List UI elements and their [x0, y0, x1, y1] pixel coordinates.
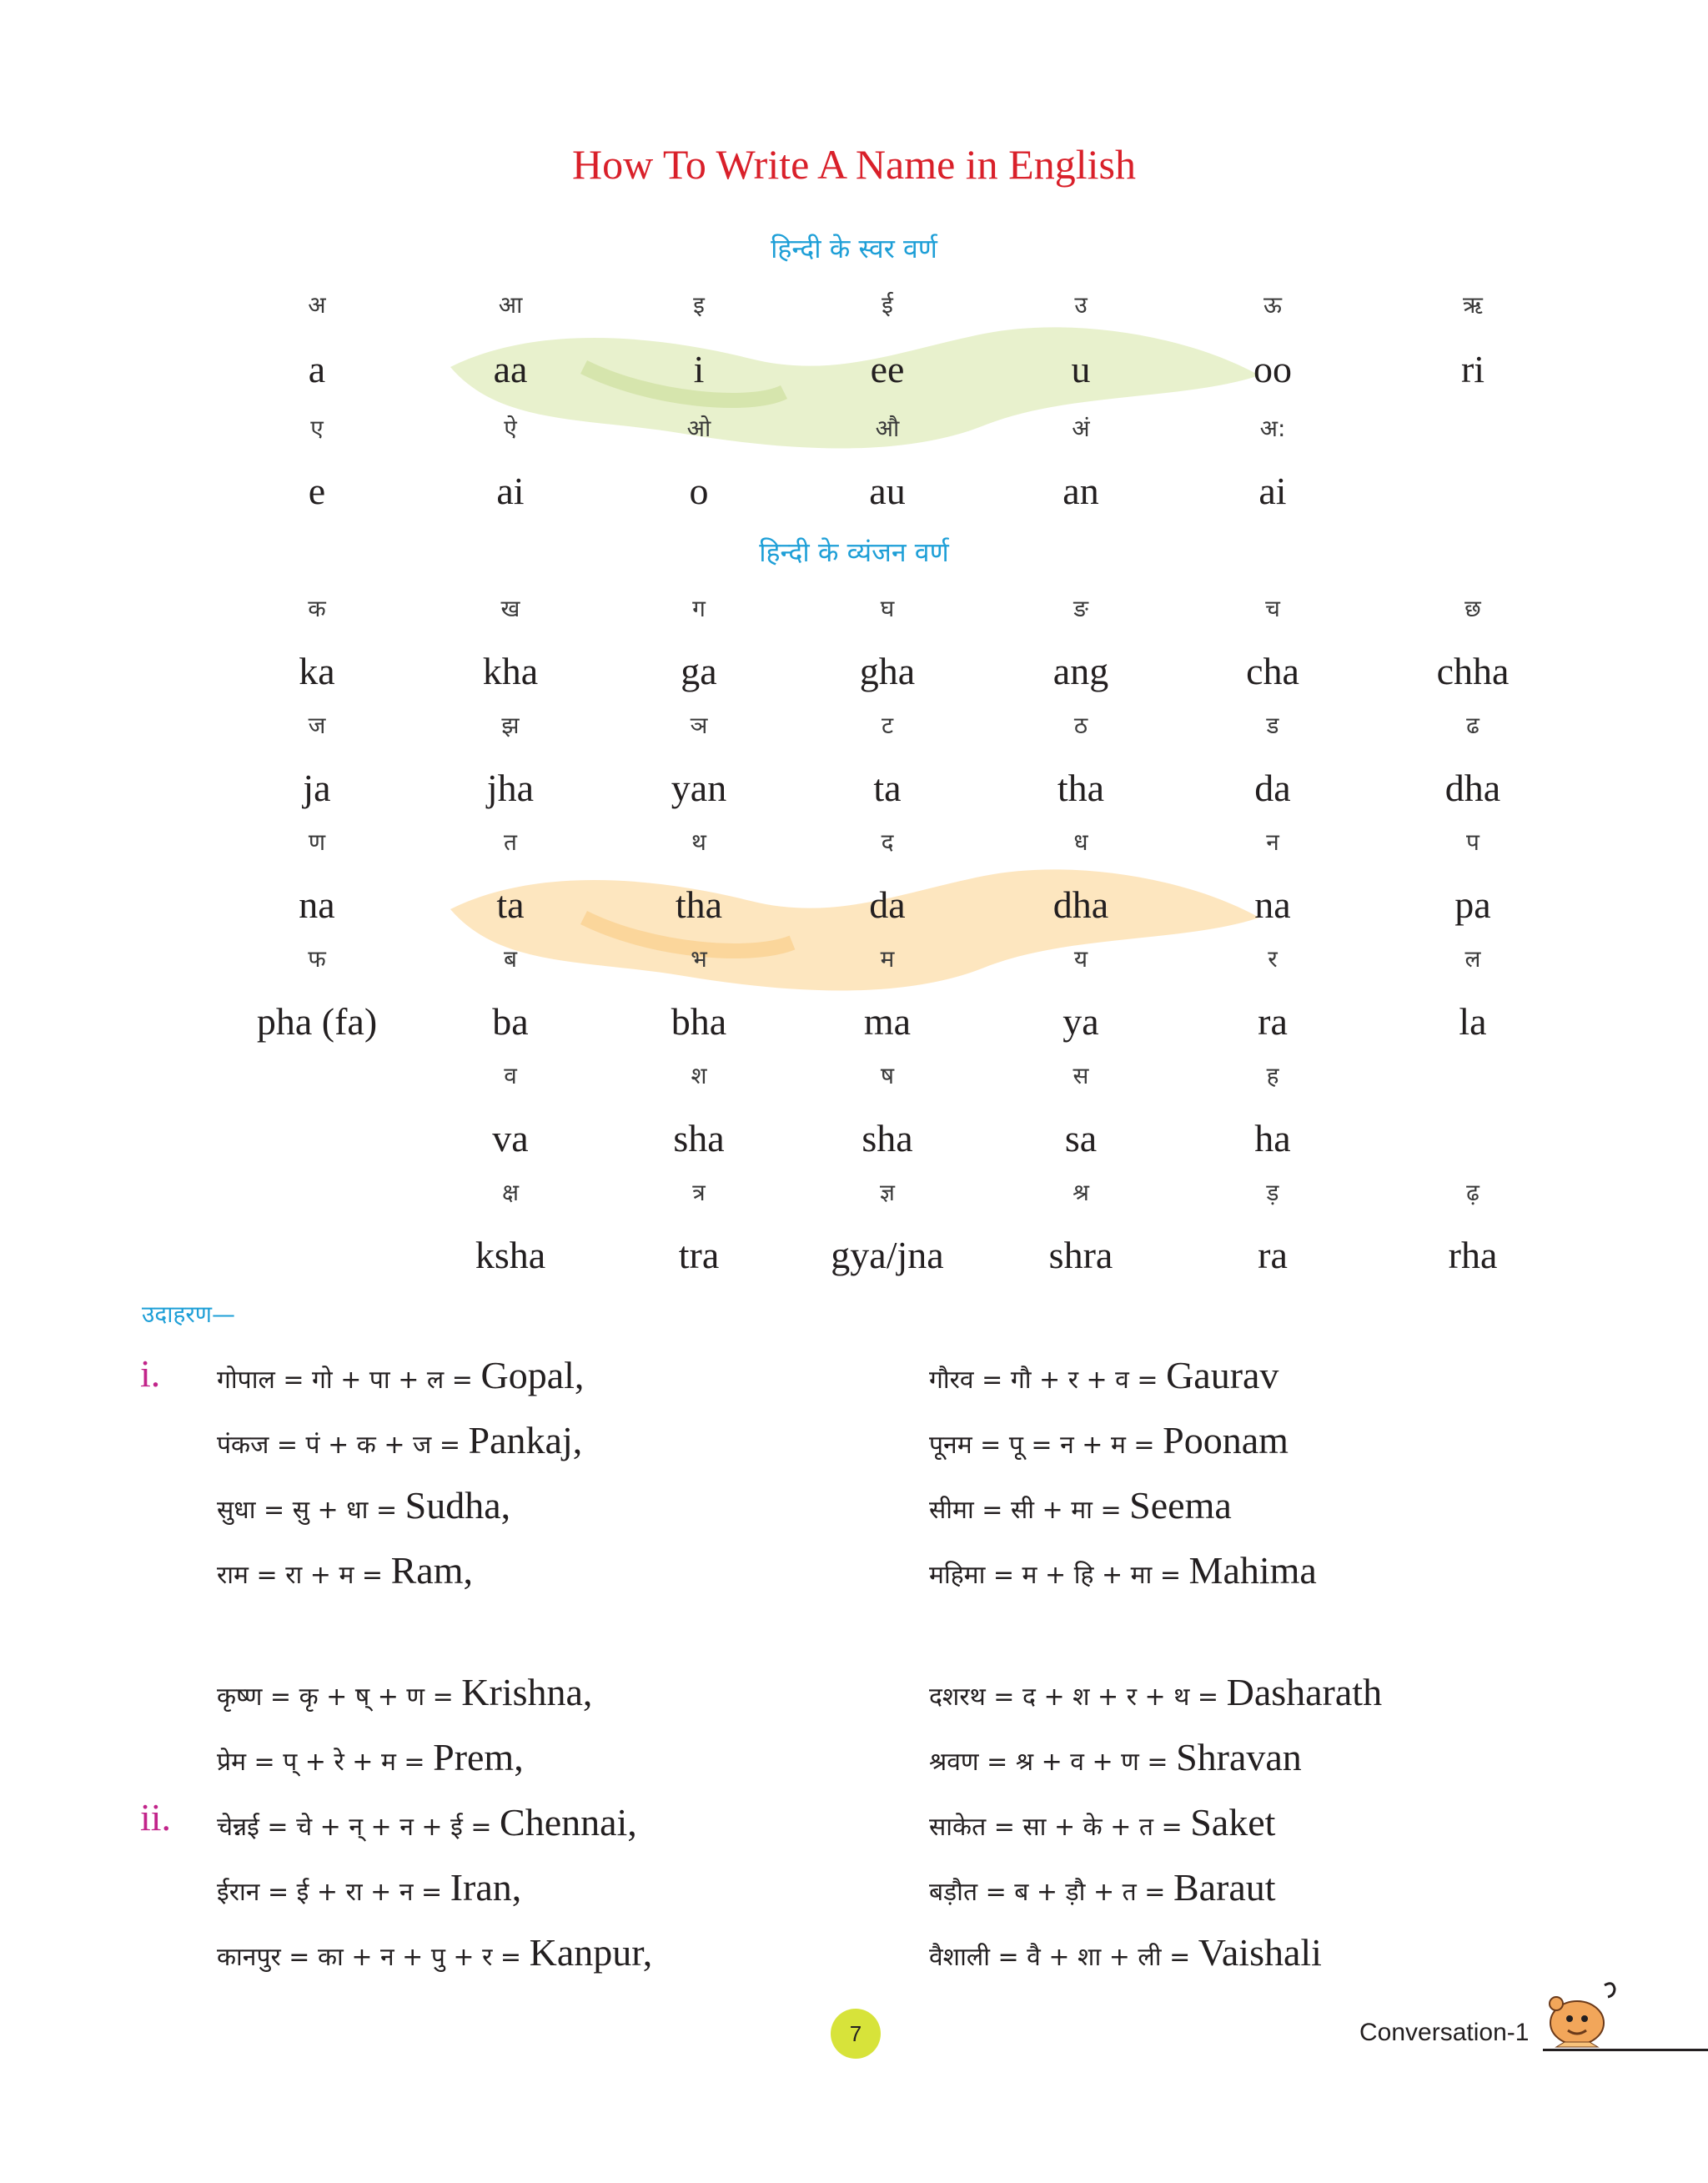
consonant-roman-3: gha	[859, 650, 916, 692]
example-english-name: Shravan	[1176, 1736, 1302, 1778]
consonant-devanagari-33: क्ष	[501, 1179, 520, 1206]
vowel-devanagari-4: उ	[1074, 291, 1088, 319]
consonant-roman-20: pa	[1454, 883, 1491, 926]
consonant-roman-26: ra	[1258, 1000, 1288, 1043]
vowel-devanagari-8: ऐ	[504, 415, 517, 442]
example-right-5	[929, 1735, 1302, 1779]
consonants-heading: हिन्दी के व्यंजन वर्ण	[759, 536, 949, 568]
consonant-roman-9: yan	[671, 767, 727, 809]
consonant-roman-12: da	[1254, 767, 1291, 809]
consonant-roman-29: sha	[673, 1117, 725, 1159]
vowel-devanagari-10: औ	[875, 415, 900, 442]
vowel-roman-10: au	[869, 470, 906, 512]
vowel-devanagari-1: आ	[498, 291, 523, 319]
consonant-roman-7: ja	[303, 767, 331, 809]
example-hindi-breakdown: गोपाल = गो + पा + ल =	[217, 1366, 481, 1395]
consonant-roman-15: ta	[496, 883, 525, 926]
consonant-roman-28: va	[492, 1117, 529, 1159]
example-hindi-breakdown: कानपुर = का + न + पु + र =	[217, 1943, 530, 1972]
example-right-6	[929, 1800, 1275, 1844]
consonant-devanagari-12: ड	[1266, 712, 1279, 739]
example-english-name: Vaishali	[1198, 1931, 1322, 1974]
example-hindi-breakdown: श्रवण = श्र + व + ण =	[929, 1748, 1177, 1777]
example-left-4	[217, 1670, 592, 1714]
page-title: How To Write A Name in English	[572, 141, 1136, 188]
consonant-roman-23: bha	[671, 1000, 727, 1043]
vowel-roman-6: ri	[1460, 348, 1485, 390]
vowel-devanagari-11: अं	[1072, 415, 1090, 442]
example-hindi-breakdown: प्रेम = प् + रे + म =	[217, 1748, 434, 1777]
consonant-roman-31: sa	[1064, 1117, 1098, 1159]
consonant-roman-24: ma	[863, 1000, 912, 1043]
consonant-roman-30: sha	[862, 1117, 913, 1159]
vowel-roman-0: a	[308, 348, 326, 390]
example-hindi-breakdown: पूनम = पू = न + म =	[929, 1431, 1163, 1460]
example-left-8	[217, 1930, 652, 1974]
consonant-devanagari-1: ख	[500, 595, 520, 622]
consonant-devanagari-37: ड़	[1266, 1179, 1279, 1206]
consonant-devanagari-10: ट	[881, 712, 894, 739]
consonant-devanagari-0: क	[308, 595, 326, 622]
footer-text: Conversation-1	[1359, 2019, 1530, 2046]
example-hindi-breakdown: पंकज = पं + क + ज =	[217, 1431, 469, 1460]
vowels-heading: हिन्दी के स्वर वर्ण	[771, 233, 937, 264]
example-hindi-breakdown: वैशाली = वै + शा + ली =	[929, 1943, 1198, 1972]
consonant-devanagari-5: च	[1265, 595, 1280, 622]
consonant-roman-13: dha	[1444, 767, 1501, 809]
consonant-roman-34: tra	[678, 1234, 720, 1276]
consonant-devanagari-7: ज	[308, 712, 326, 739]
consonant-devanagari-32: ह	[1266, 1062, 1279, 1089]
vowel-roman-12: ai	[1258, 470, 1287, 512]
consonant-devanagari-13: ढ	[1466, 712, 1479, 739]
consonant-devanagari-4: ङ	[1073, 595, 1088, 622]
marker-i: i.	[140, 1352, 161, 1395]
consonant-devanagari-3: घ	[880, 595, 895, 622]
example-hindi-breakdown: दशरथ = द + श + र + थ =	[929, 1683, 1227, 1712]
example-english-name: Chennai,	[500, 1801, 637, 1843]
vowel-roman-8: ai	[496, 470, 525, 512]
example-left-2	[217, 1483, 510, 1527]
consonant-devanagari-19: न	[1266, 828, 1279, 856]
example-hindi-breakdown: चेन्नई = चे + न् + न + ई =	[217, 1813, 500, 1842]
example-left-0	[217, 1353, 584, 1397]
example-english-name: Seema	[1129, 1484, 1232, 1527]
consonant-devanagari-6: छ	[1464, 595, 1481, 622]
consonant-roman-1: kha	[482, 650, 539, 692]
consonant-devanagari-18: ध	[1073, 828, 1088, 856]
example-hindi-breakdown: गौरव = गौ + र + व =	[929, 1366, 1167, 1395]
example-right-7	[929, 1865, 1276, 1909]
consonant-roman-17: da	[869, 883, 906, 926]
consonant-roman-32: ha	[1254, 1117, 1291, 1159]
consonant-devanagari-27: ल	[1464, 945, 1481, 973]
marker-ii: ii.	[140, 1796, 172, 1838]
example-right-3	[929, 1548, 1317, 1592]
example-hindi-breakdown: सुधा = सु + धा =	[217, 1496, 405, 1525]
consonant-roman-6: chha	[1436, 650, 1510, 692]
page-number-badge: 7	[831, 2009, 881, 2059]
consonant-devanagari-25: य	[1073, 945, 1088, 973]
example-hindi-breakdown: महिमा = म + हि + मा =	[929, 1561, 1189, 1590]
consonant-devanagari-21: फ	[308, 945, 326, 973]
consonant-roman-19: na	[1254, 883, 1291, 926]
example-english-name: Saket	[1190, 1801, 1276, 1843]
example-english-name: Kanpur,	[529, 1931, 653, 1974]
consonant-devanagari-24: म	[880, 945, 895, 973]
consonant-devanagari-26: र	[1268, 945, 1278, 973]
example-english-name: Baraut	[1173, 1866, 1276, 1909]
example-english-name: Iran,	[450, 1866, 522, 1909]
consonant-roman-5: cha	[1246, 650, 1299, 692]
vowel-roman-3: ee	[870, 348, 905, 390]
vowel-devanagari-9: ओ	[686, 415, 711, 442]
consonant-roman-22: ba	[492, 1000, 529, 1043]
vowel-roman-4: u	[1071, 348, 1091, 390]
vowel-roman-7: e	[308, 470, 326, 512]
consonant-roman-16: tha	[675, 883, 723, 926]
example-english-name: Gopal,	[480, 1354, 585, 1396]
consonant-devanagari-30: ष	[880, 1062, 895, 1089]
vowel-roman-1: aa	[493, 348, 528, 390]
consonant-roman-38: rha	[1448, 1234, 1498, 1276]
example-hindi-breakdown: सीमा = सी + मा =	[929, 1496, 1130, 1525]
example-right-2	[929, 1483, 1232, 1527]
consonant-roman-36: shra	[1048, 1234, 1113, 1276]
consonant-roman-35: gya/jna	[831, 1234, 944, 1276]
consonant-roman-11: tha	[1057, 767, 1105, 809]
consonant-roman-18: dha	[1052, 883, 1109, 926]
example-english-name: Mahima	[1188, 1549, 1317, 1592]
consonant-devanagari-29: श	[691, 1062, 707, 1089]
example-english-name: Poonam	[1163, 1419, 1289, 1461]
example-hindi-breakdown: राम = रा + म =	[217, 1561, 391, 1590]
consonant-devanagari-14: ण	[308, 828, 326, 856]
vowel-devanagari-12: अ:	[1259, 415, 1286, 442]
consonant-roman-0: ka	[299, 650, 335, 692]
cartoon-mascot-icon	[1531, 1977, 1623, 2052]
example-english-name: Dasharath	[1226, 1671, 1383, 1713]
vowel-roman-2: i	[693, 348, 705, 390]
example-english-name: Prem,	[433, 1736, 524, 1778]
consonant-devanagari-16: थ	[691, 828, 706, 856]
vowel-devanagari-6: ऋ	[1463, 291, 1483, 319]
consonant-roman-14: na	[299, 883, 335, 926]
vowel-roman-5: oo	[1253, 348, 1292, 390]
consonant-roman-37: ra	[1258, 1234, 1288, 1276]
consonant-roman-33: ksha	[475, 1234, 546, 1276]
example-english-name: Gaurav	[1166, 1354, 1279, 1396]
example-left-6	[217, 1800, 637, 1844]
example-left-5	[217, 1735, 524, 1779]
vowel-devanagari-0: अ	[308, 291, 326, 319]
consonant-roman-27: la	[1459, 1000, 1487, 1043]
example-english-name: Krishna,	[461, 1671, 593, 1713]
consonant-devanagari-31: स	[1073, 1062, 1089, 1089]
consonant-devanagari-2: ग	[692, 595, 706, 622]
consonant-roman-8: jha	[486, 767, 535, 809]
example-english-name: Pankaj,	[468, 1419, 583, 1461]
example-english-name: Sudha,	[404, 1484, 511, 1527]
consonant-devanagari-35: ज्ञ	[880, 1179, 895, 1206]
example-left-3	[217, 1548, 473, 1592]
consonant-devanagari-20: प	[1466, 828, 1479, 856]
consonant-devanagari-28: व	[504, 1062, 517, 1089]
consonant-devanagari-36: श्र	[1073, 1179, 1089, 1206]
vowel-devanagari-5: ऊ	[1263, 291, 1282, 319]
consonant-devanagari-15: त	[504, 828, 517, 856]
example-hindi-breakdown: ईरान = ई + रा + न =	[217, 1878, 450, 1907]
vowel-devanagari-7: ए	[310, 415, 324, 442]
consonant-roman-4: ang	[1052, 650, 1109, 692]
example-hindi-breakdown: साकेत = सा + के + त =	[929, 1813, 1191, 1842]
consonant-devanagari-17: द	[881, 828, 894, 856]
consonant-devanagari-22: ब	[504, 945, 517, 973]
consonant-devanagari-11: ठ	[1073, 712, 1088, 739]
example-right-4	[929, 1670, 1382, 1714]
example-left-1	[217, 1418, 582, 1462]
examples-label: उदाहरण—	[142, 1300, 236, 1328]
consonant-roman-2: ga	[681, 650, 717, 692]
vowel-devanagari-3: ई	[882, 291, 893, 319]
consonant-devanagari-9: ञ	[690, 712, 708, 739]
example-english-name: Ram,	[390, 1549, 473, 1592]
consonant-devanagari-38: ढ़	[1466, 1179, 1479, 1206]
example-right-1	[929, 1418, 1289, 1462]
vowel-roman-9: o	[689, 470, 709, 512]
example-right-0	[929, 1353, 1278, 1397]
consonant-roman-10: ta	[873, 767, 902, 809]
consonant-devanagari-8: झ	[501, 712, 520, 739]
consonant-roman-25: ya	[1062, 1000, 1099, 1043]
example-left-7	[217, 1865, 521, 1909]
example-hindi-breakdown: बड़ौत = ब + ड़ौ + त =	[929, 1878, 1173, 1907]
consonant-roman-21: pha (fa)	[256, 1000, 378, 1043]
vowel-roman-11: an	[1062, 470, 1099, 512]
example-right-8	[929, 1930, 1322, 1974]
consonant-devanagari-34: त्र	[692, 1179, 706, 1206]
example-hindi-breakdown: कृष्ण = कृ + ष् + ण =	[217, 1683, 462, 1712]
consonant-devanagari-23: भ	[691, 945, 707, 973]
vowel-devanagari-2: इ	[693, 291, 705, 319]
